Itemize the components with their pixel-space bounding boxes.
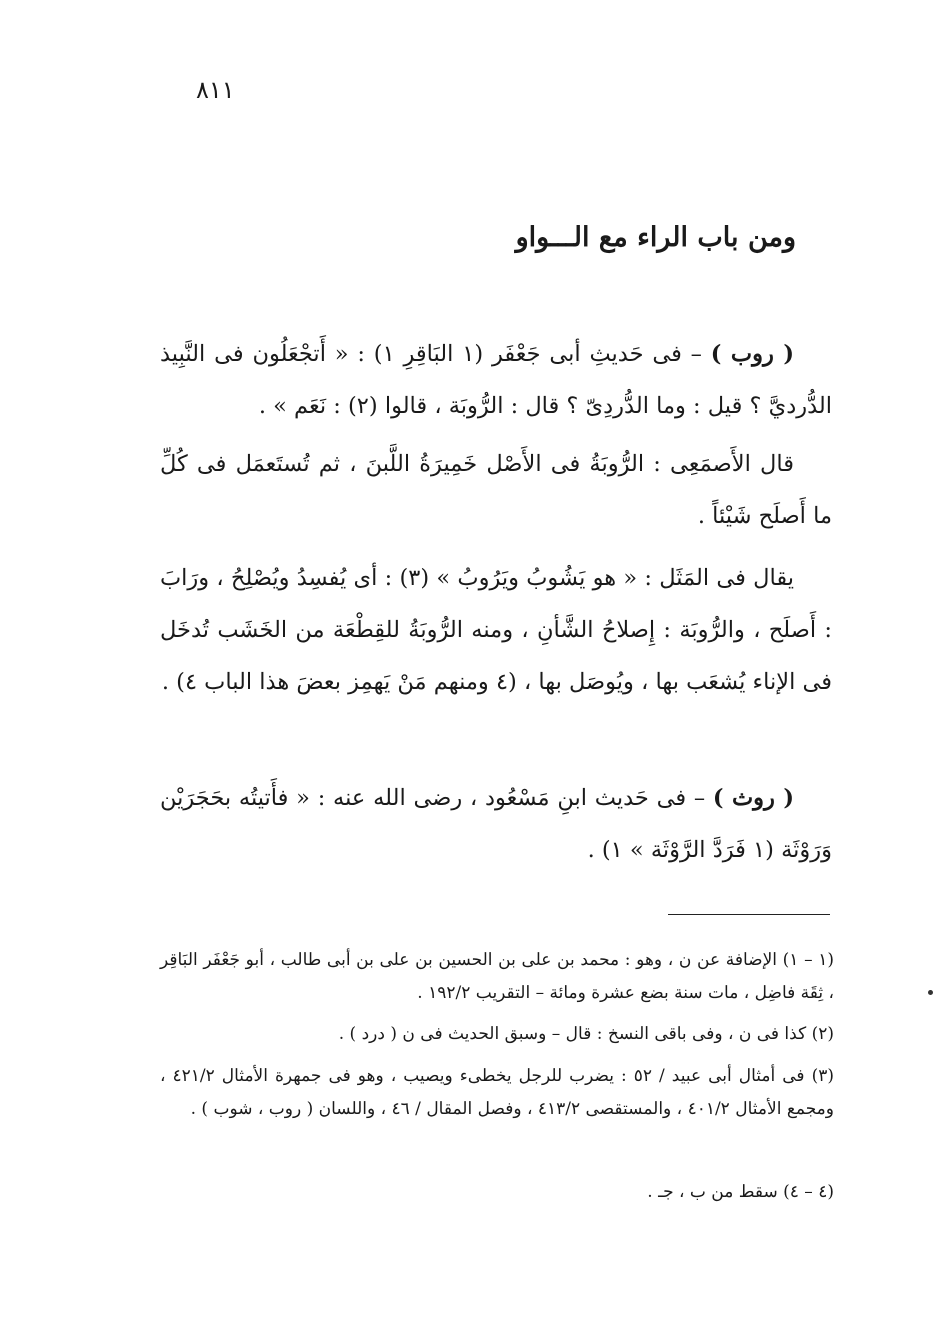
- entry-paragraph: [160, 438, 832, 542]
- entry-term: ( روث ): [712, 785, 795, 811]
- entry-paragraph: [160, 772, 832, 876]
- entry-text: يقال فى المَثَل : « هو يَشُوبُ ويَرُوبُ » (٣) : أى يُفسِدُ ويُصْلِحُ ، ورَابَ : أَصلَح ، والرُّوبَة : إِصلاحُ الشَّأنِ ، ومنه الرُّوبَةُ للقِطْعَة من الخَشَب تُدخَل فى الإناء يُشعَب بها ، ويُوصَل بها ، (٤ ومنهم مَنْ يَهمِز بعضَ هذا الباب ٤) .: [160, 565, 832, 695]
- footnote: (٢) كذا فى ن ، وفى باقى النسخ : قال – وسبق الحديث فى ن ( درد ) .: [338, 1024, 834, 1044]
- footnote: (٤ – ٤) سقط من ب ، جـ .: [647, 1182, 834, 1202]
- entry-paragraph: [160, 552, 832, 708]
- entry-text: قال الأَصمَعِى : الرُّوبَةُ فى الأَصْل خَمِيرَةُ اللَّبنَ ، ثم تُستَعمَل فى كُلِّ ما أَصلَح شَيْئاً .: [160, 451, 832, 529]
- footnote: (١ – ١) الإضافة عن ن ، وهو : محمد بن على بن الحسين بن على بن أبى طالب ، أبو جَعْفَر البَاقِر ، ثِقَة فاضِل ، مات سنة بضع عشرة ومائة – التقريب ١٩٢/٢ .: [160, 950, 834, 1003]
- entry-paragraph: [160, 328, 832, 432]
- entry-text: – فى حَديث ابنِ مَسْعُود ، رضى الله عنه : « فأَتيتُه بحَجَرَيْن وَرَوْثَة (١ فَرَدَّ الرَّوْثَة » ١) .: [160, 785, 832, 863]
- entry-text: – فى حَديثِ أبى جَعْفَر (١ البَاقِرِ ١) : « أَتجْعَلُون فى النَّبِيذ الدُّرديَّ ؟ قيل : وما الدُّردِىّ ؟ قال : الرُّوبَة ، قالوا (٢) : نَعَم » .: [160, 341, 832, 419]
- footnote-divider: [668, 914, 830, 915]
- entry-term: ( روب ): [710, 341, 794, 367]
- margin-mark: [928, 990, 933, 995]
- section-heading: ومن باب الراء مع الـــواو: [515, 222, 796, 253]
- page-number: ٨١١: [196, 76, 235, 104]
- footnote: (٣) فى أمثال أبى عبيد / ٥٢ : يضرب للرجل يخطىء ويصيب ، وهو فى جمهرة الأمثال ٤٢١/٢ ، ومجمع الأمثال ٤٠١/٢ ، والمستقصى ٤١٣/٢ ، وفصل المقال / ٤٦ ، واللسان ( روب ، شوب ) .: [160, 1066, 834, 1119]
